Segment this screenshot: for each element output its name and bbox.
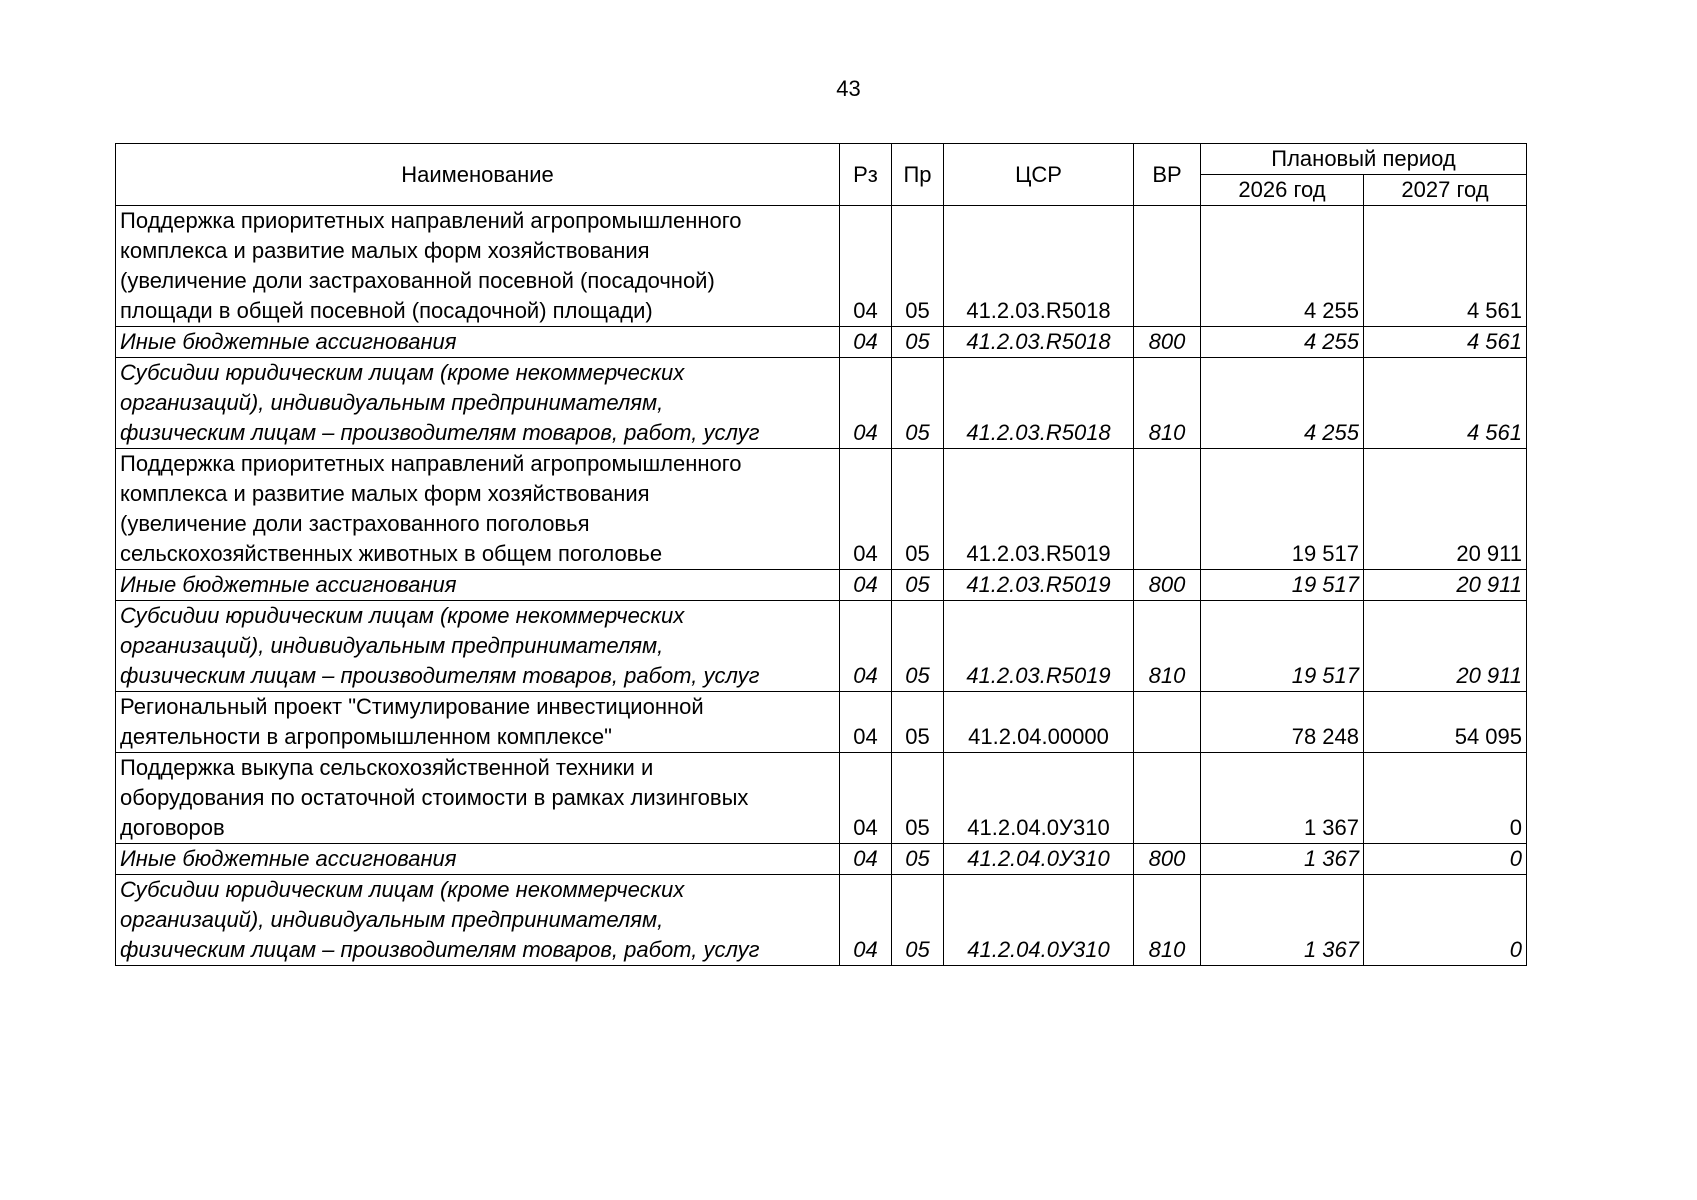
row-pr: 05 xyxy=(892,449,944,570)
row-name xyxy=(116,601,840,692)
row-rz: 04 xyxy=(840,570,892,601)
table-row xyxy=(116,358,1527,449)
row-csr: 41.2.04.0У310 xyxy=(944,753,1134,844)
table-row xyxy=(116,753,1527,844)
row-name xyxy=(116,358,840,449)
row-value-2027: 4 561 xyxy=(1364,327,1527,358)
row-name-line: площади в общей посевной (посадочной) площади) xyxy=(120,298,653,323)
row-value-2027: 20 911 xyxy=(1364,449,1527,570)
table-row xyxy=(116,206,1527,327)
row-name xyxy=(116,753,840,844)
table-row xyxy=(116,875,1527,966)
row-name-line: сельскохозяйственных животных в общем поголовье xyxy=(120,541,663,566)
row-vr xyxy=(1134,753,1201,844)
row-value-2026: 4 255 xyxy=(1201,358,1364,449)
row-name xyxy=(116,206,840,327)
row-vr: 800 xyxy=(1134,327,1201,358)
table-row xyxy=(116,844,1527,875)
row-vr xyxy=(1134,206,1201,327)
row-pr: 05 xyxy=(892,692,944,753)
row-pr: 05 xyxy=(892,327,944,358)
row-value-2026: 19 517 xyxy=(1201,449,1364,570)
row-value-2026: 19 517 xyxy=(1201,570,1364,601)
header-planned-period: Плановый период xyxy=(1201,144,1527,175)
budget-table xyxy=(115,143,1527,966)
row-name-line: Иные бюджетные ассигнования xyxy=(120,329,457,354)
row-name-line: Региональный проект "Стимулирование инвестиционной xyxy=(120,694,704,719)
page-number: 43 xyxy=(836,76,861,101)
header-name: Наименование xyxy=(116,144,840,206)
row-csr: 41.2.04.00000 xyxy=(944,692,1134,753)
table-body xyxy=(116,206,1527,966)
row-name-line: Иные бюджетные ассигнования xyxy=(120,572,457,597)
row-rz: 04 xyxy=(840,753,892,844)
table-row xyxy=(116,692,1527,753)
row-name-line: физическим лицам – производителям товаров, работ, услуг xyxy=(120,420,760,445)
row-value-2027: 0 xyxy=(1364,753,1527,844)
row-value-2027: 20 911 xyxy=(1364,601,1527,692)
row-value-2027: 4 561 xyxy=(1364,206,1527,327)
row-vr: 810 xyxy=(1134,601,1201,692)
row-name-line: оборудования по остаточной стоимости в рамках лизинговых xyxy=(120,785,749,810)
row-name xyxy=(116,875,840,966)
row-name-line: (увеличение доли застрахованной посевной (посадочной) xyxy=(120,268,715,293)
row-name-line: физическим лицам – производителям товаров, работ, услуг xyxy=(120,663,760,688)
row-rz: 04 xyxy=(840,327,892,358)
row-rz: 04 xyxy=(840,601,892,692)
row-pr: 05 xyxy=(892,753,944,844)
row-name-line: Поддержка выкупа сельскохозяйственной техники и xyxy=(120,755,654,780)
row-name-line: комплекса и развитие малых форм хозяйствования xyxy=(120,238,650,263)
row-pr: 05 xyxy=(892,570,944,601)
row-value-2026: 1 367 xyxy=(1201,844,1364,875)
row-name-line: Субсидии юридическим лицам (кроме некоммерческих xyxy=(120,877,685,902)
row-csr: 41.2.04.0У310 xyxy=(944,844,1134,875)
row-name-line: организаций), индивидуальным предпринимателям, xyxy=(120,907,664,932)
row-csr: 41.2.03.R5019 xyxy=(944,449,1134,570)
header-year-2026: 2026 год xyxy=(1201,175,1364,206)
row-csr: 41.2.03.R5018 xyxy=(944,327,1134,358)
row-csr: 41.2.04.0У310 xyxy=(944,875,1134,966)
row-name-line: комплекса и развитие малых форм хозяйствования xyxy=(120,481,650,506)
row-name-line: Иные бюджетные ассигнования xyxy=(120,846,457,871)
row-name xyxy=(116,692,840,753)
row-name-line: Субсидии юридическим лицам (кроме некоммерческих xyxy=(120,603,685,628)
row-value-2027: 0 xyxy=(1364,844,1527,875)
row-value-2027: 20 911 xyxy=(1364,570,1527,601)
row-csr: 41.2.03.R5019 xyxy=(944,601,1134,692)
header-csr: ЦСР xyxy=(944,144,1134,206)
row-name-line: организаций), индивидуальным предпринимателям, xyxy=(120,390,664,415)
row-vr: 810 xyxy=(1134,875,1201,966)
row-name-line: договоров xyxy=(120,815,225,840)
row-pr: 05 xyxy=(892,844,944,875)
row-name xyxy=(116,570,840,601)
row-vr: 800 xyxy=(1134,570,1201,601)
row-name xyxy=(116,844,840,875)
row-pr: 05 xyxy=(892,875,944,966)
row-pr: 05 xyxy=(892,358,944,449)
row-vr: 810 xyxy=(1134,358,1201,449)
row-value-2026: 19 517 xyxy=(1201,601,1364,692)
table-row xyxy=(116,601,1527,692)
row-value-2027: 54 095 xyxy=(1364,692,1527,753)
row-csr: 41.2.03.R5018 xyxy=(944,206,1134,327)
row-name-line: физическим лицам – производителям товаров, работ, услуг xyxy=(120,937,760,962)
row-rz: 04 xyxy=(840,844,892,875)
row-value-2026: 1 367 xyxy=(1201,875,1364,966)
row-name-line: Субсидии юридическим лицам (кроме некоммерческих xyxy=(120,360,685,385)
row-rz: 04 xyxy=(840,206,892,327)
row-vr: 800 xyxy=(1134,844,1201,875)
header-rz: Рз xyxy=(840,144,892,206)
row-value-2027: 4 561 xyxy=(1364,358,1527,449)
row-rz: 04 xyxy=(840,358,892,449)
row-value-2027: 0 xyxy=(1364,875,1527,966)
row-name-line: Поддержка приоритетных направлений агропромышленного xyxy=(120,451,742,476)
row-name-line: организаций), индивидуальным предпринимателям, xyxy=(120,633,664,658)
row-name xyxy=(116,327,840,358)
row-name-line: (увеличение доли застрахованного поголовья xyxy=(120,511,590,536)
table-row xyxy=(116,327,1527,358)
row-value-2026: 1 367 xyxy=(1201,753,1364,844)
row-value-2026: 4 255 xyxy=(1201,206,1364,327)
table-row xyxy=(116,570,1527,601)
row-vr xyxy=(1134,449,1201,570)
row-csr: 41.2.03.R5019 xyxy=(944,570,1134,601)
row-name-line: деятельности в агропромышленном комплексе" xyxy=(120,724,612,749)
row-pr: 05 xyxy=(892,206,944,327)
row-vr xyxy=(1134,692,1201,753)
row-rz: 04 xyxy=(840,449,892,570)
header-vr: ВР xyxy=(1134,144,1201,206)
row-rz: 04 xyxy=(840,692,892,753)
row-value-2026: 78 248 xyxy=(1201,692,1364,753)
row-pr: 05 xyxy=(892,601,944,692)
header-year-2027: 2027 год xyxy=(1364,175,1527,206)
row-name xyxy=(116,449,840,570)
row-name-line: Поддержка приоритетных направлений агропромышленного xyxy=(120,208,742,233)
row-csr: 41.2.03.R5018 xyxy=(944,358,1134,449)
row-value-2026: 4 255 xyxy=(1201,327,1364,358)
header-pr: Пр xyxy=(892,144,944,206)
table-row xyxy=(116,449,1527,570)
row-rz: 04 xyxy=(840,875,892,966)
